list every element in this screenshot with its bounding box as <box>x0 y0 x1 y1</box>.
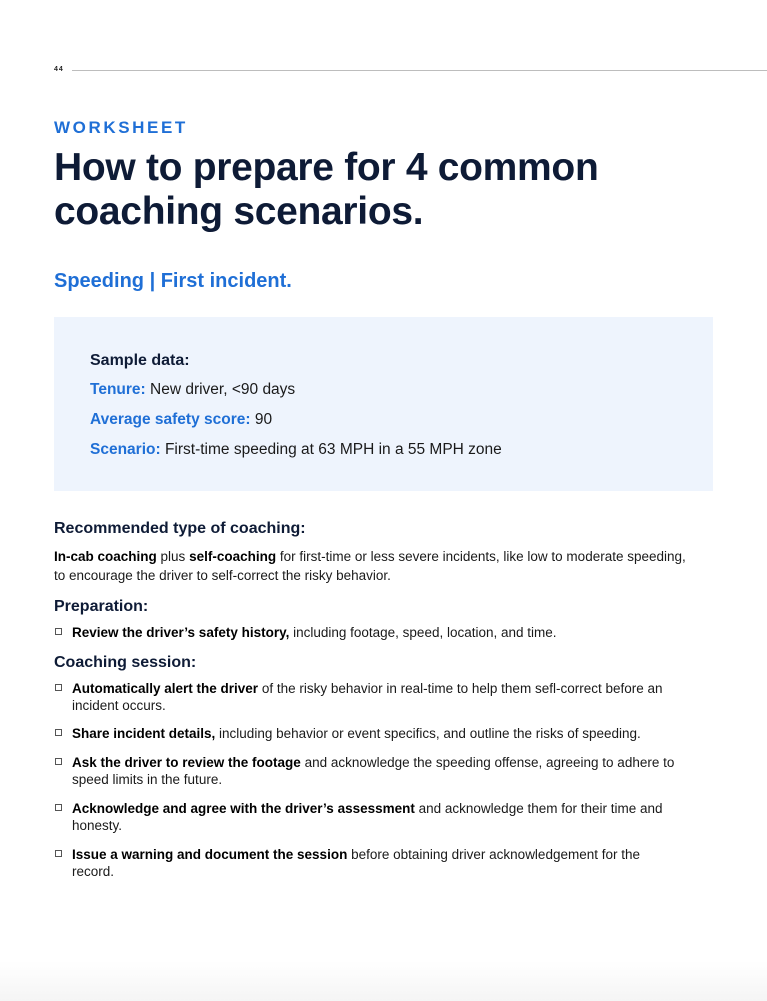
top-divider <box>72 70 767 71</box>
sample-value: 90 <box>250 411 273 428</box>
coaching-heading: Coaching session: <box>54 654 197 671</box>
sample-value: New driver, <90 days <box>145 381 296 398</box>
page-number: 44 <box>54 66 64 73</box>
sample-label: Average safety score: <box>90 411 251 428</box>
recommended-paragraph <box>54 547 694 585</box>
checklist-bold: Automatically alert the driver <box>72 681 259 696</box>
checklist-bold: Acknowledge and agree with the driver’s assessment <box>72 801 415 816</box>
sample-label: Tenure: <box>90 381 146 398</box>
recommended-text: plus <box>156 549 190 564</box>
preparation-heading: Preparation: <box>54 598 149 615</box>
checkbox-icon[interactable] <box>55 628 62 635</box>
checklist-text <box>72 754 682 788</box>
eyebrow-label: WORKSHEET <box>54 118 188 137</box>
sample-value: First-time speeding at 63 MPH in a 55 MPH zone <box>160 441 502 458</box>
checklist-bold: Issue a warning and document the session <box>72 847 348 862</box>
checklist-text <box>72 800 682 834</box>
checkbox-icon[interactable] <box>55 850 62 857</box>
page-title: How to prepare for 4 common coaching scenarios. <box>54 146 599 233</box>
checklist-rest: including footage, speed, location, and time. <box>289 625 557 640</box>
checklist-rest: including behavior or event specifics, and outline the risks of speeding. <box>215 726 641 741</box>
sample-data-box <box>54 317 713 491</box>
sample-row-safety-score <box>90 411 272 429</box>
sample-row-scenario <box>90 441 502 459</box>
checklist-rest: before obtaining driver acknowledgement for the record. <box>72 847 641 879</box>
checklist-text <box>72 846 682 880</box>
checklist-bold: Share incident details, <box>72 726 216 741</box>
checklist-rest: and acknowledge the speeding offense, agreeing to adhere to speed limits in the future. <box>72 755 675 787</box>
checklist-text <box>72 725 682 742</box>
sample-row-tenure <box>90 381 295 399</box>
recommended-bold-1: In-cab coaching <box>54 549 157 564</box>
sample-label: Scenario: <box>90 441 161 458</box>
checkbox-icon[interactable] <box>55 804 62 811</box>
checklist-bold: Review the driver’s safety history, <box>72 625 290 640</box>
checklist-text <box>72 624 682 641</box>
page-edge-shadow <box>0 961 767 1001</box>
checklist-bold: Ask the driver to review the footage <box>72 755 301 770</box>
checkbox-icon[interactable] <box>55 729 62 736</box>
checkbox-icon[interactable] <box>55 684 62 691</box>
recommended-heading: Recommended type of coaching: <box>54 520 306 537</box>
recommended-text: for first-time or less severe incidents, like low to moderate speeding, to encourage the driver to self-correct the risky behavior. <box>54 549 686 583</box>
checklist-text <box>72 680 682 714</box>
checklist-rest: of the risky behavior in real-time to help them sefl-correct before an incident occurs. <box>72 681 663 713</box>
recommended-bold-2: self-coaching <box>189 549 277 564</box>
checkbox-icon[interactable] <box>55 758 62 765</box>
sample-data-heading: Sample data: <box>90 352 190 369</box>
scenario-subtitle: Speeding | First incident. <box>54 270 292 292</box>
checklist-rest: and acknowledge them for their time and honesty. <box>72 801 663 833</box>
